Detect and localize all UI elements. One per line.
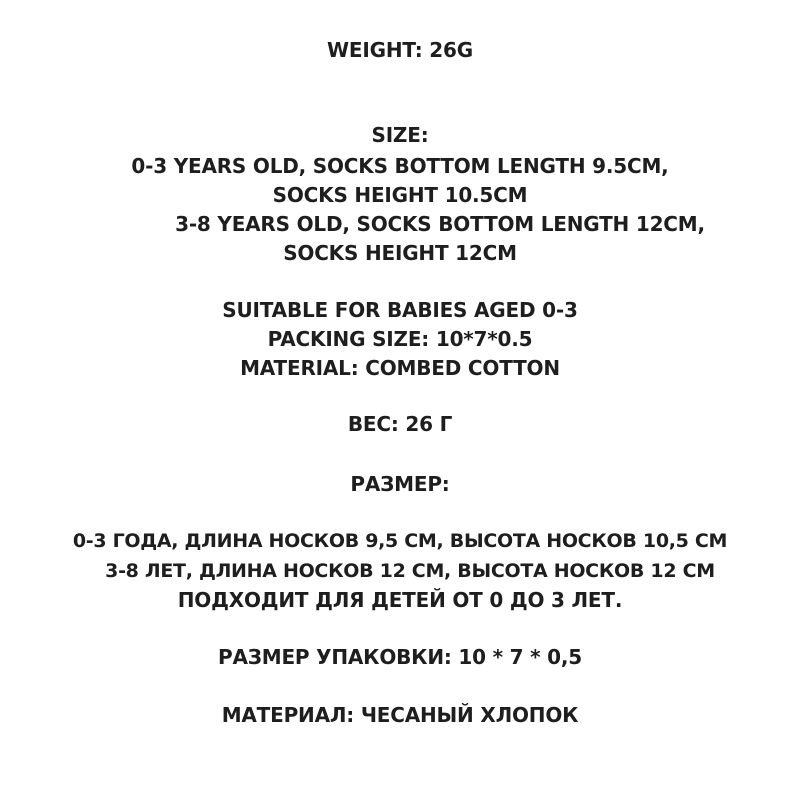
ru-size-line: 3-8 ЛЕТ, ДЛИНА НОСКОВ 12 СМ, ВЫСОТА НОСКОВ 12 СМ — [105, 560, 715, 582]
ru-size-line: 0-3 ГОДА, ДЛИНА НОСКОВ 9,5 СМ, ВЫСОТА НОСКОВ 10,5 СМ — [72, 530, 728, 552]
packing-size-line: PACKING SIZE: 10*7*0.5 — [267, 327, 533, 351]
size-line: 0-3 YEARS OLD, SOCKS BOTTOM LENGTH 9.5CM, — [131, 154, 669, 178]
size-line: SOCKS HEIGHT 12CM — [283, 241, 517, 265]
ru-weight-line: ВЕС: 26 Г — [347, 412, 453, 436]
ru-size-heading: РАЗМЕР: — [350, 472, 450, 496]
size-line: SOCKS HEIGHT 10.5CM — [272, 183, 528, 207]
ru-packing-size-line: РАЗМЕР УПАКОВКИ: 10 * 7 * 0,5 — [218, 645, 582, 669]
suitable-line: SUITABLE FOR BABIES AGED 0-3 — [222, 298, 578, 322]
size-heading: SIZE: — [371, 123, 429, 147]
ru-material-line: МАТЕРИАЛ: ЧЕСАНЫЙ ХЛОПОК — [221, 703, 579, 727]
size-line: 3-8 YEARS OLD, SOCKS BOTTOM LENGTH 12CM, — [175, 212, 705, 236]
ru-suitable-line: ПОДХОДИТ ДЛЯ ДЕТЕЙ ОТ 0 ДО 3 ЛЕТ. — [177, 588, 623, 612]
material-line: MATERIAL: COMBED COTTON — [240, 356, 560, 380]
weight-line: WEIGHT: 26G — [327, 38, 473, 62]
